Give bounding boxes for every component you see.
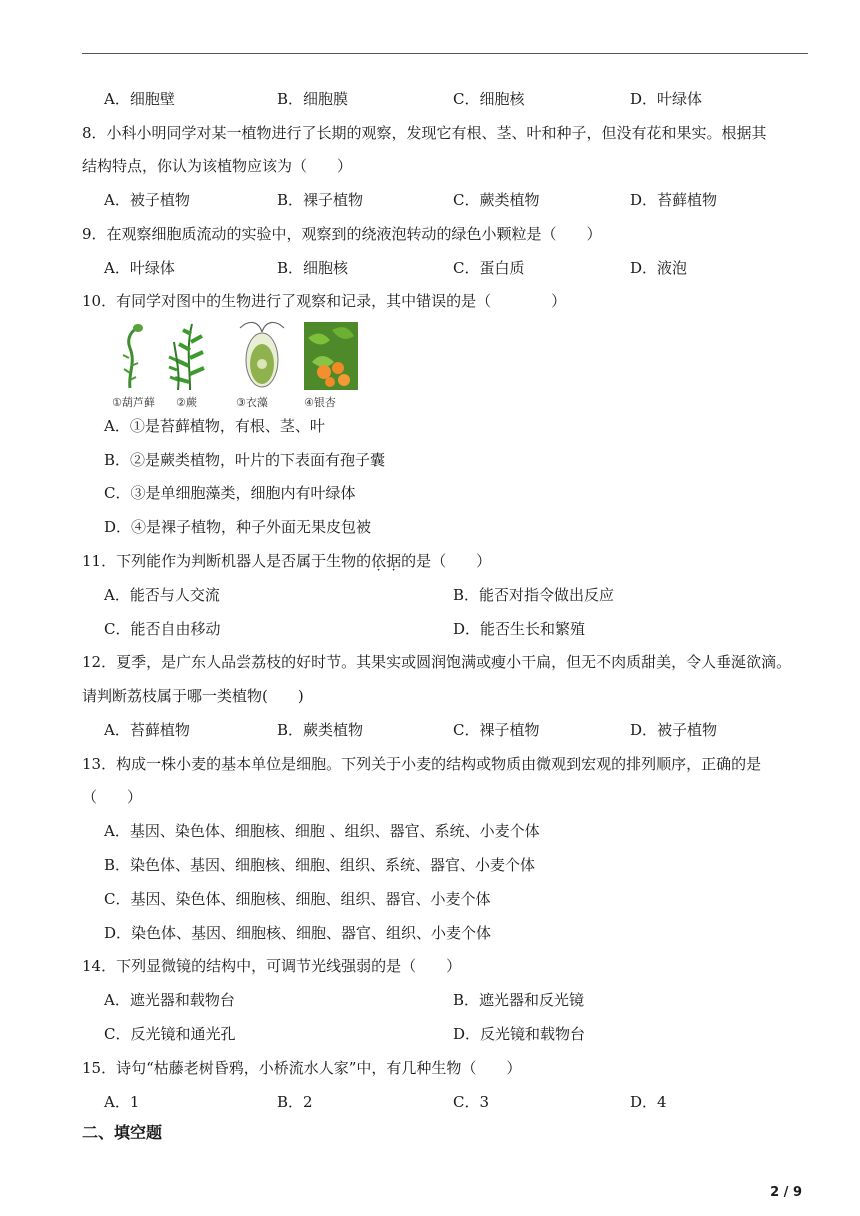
q13-option-d: D．染色体、基因、细胞核、细胞、器官、组织、小麦个体 (104, 924, 492, 942)
q8-option-d: D．苔藓植物 (630, 191, 718, 209)
q11-option-b: B．能否对指令做出反应 (453, 586, 615, 604)
q10-option-b: B．②是蕨类植物，叶片的下表面有孢子囊 (104, 451, 386, 469)
q12-option-a: A．苔藓植物 (104, 721, 190, 739)
q13-option-b: B．染色体、基因、细胞核、细胞、组织、系统、器官、小麦个体 (104, 856, 536, 874)
caption-ginkgo: ④银杏 (304, 396, 336, 409)
q15-option-a: A．1 (104, 1093, 140, 1111)
q7-option-b: B．细胞膜 (277, 90, 349, 108)
q11-option-c: C．能否自由移动 (104, 620, 221, 638)
q10-stem: 10．有同学对图中的生物进行了观察和记录，其中错误的是（ ） (82, 292, 567, 310)
q7-option-d: D．叶绿体 (630, 90, 703, 108)
q8-stem-line2: 结构特点，你认为该植物应该为（ ） (82, 157, 353, 175)
fern-illustration (169, 324, 204, 390)
q11-option-d: D．能否生长和繁殖 (453, 620, 586, 638)
q11-stem (82, 551, 491, 571)
q8-option-a: A．被子植物 (104, 191, 190, 209)
q12-stem-line1: 12．夏季，是广东人品尝荔枝的好时节。其果实或圆润饱满或瘦小干扁，但无不肉质甜美，令人垂涎欲滴。 (82, 653, 792, 671)
q15-option-d: D．4 (630, 1093, 667, 1111)
q9-option-c: C．蛋白质 (453, 259, 525, 277)
caption-moss: ①葫芦藓 (112, 396, 155, 409)
q9-option-b: B．细胞核 (277, 259, 349, 277)
q8-stem-line1: 8．小科小明同学对某一植物进行了长期的观察，发现它有根、茎、叶和种子，但没有花和果实。根据其 (82, 124, 767, 142)
emphasis-char: 据 (386, 552, 402, 570)
page-number: 2 / 9 (770, 1185, 802, 1200)
q8-option-c: C．蕨类植物 (453, 191, 540, 209)
q10-option-a: A．①是苔藓植物，有根、茎、叶 (104, 417, 325, 435)
q12-option-c: C．裸子植物 (453, 721, 540, 739)
q13-option-c: C．基因、染色体、细胞核、细胞、组织、器官、小麦个体 (104, 890, 491, 908)
q14-stem: 14．下列显微镜的结构中，可调节光线强弱的是（ ） (82, 957, 462, 975)
q11-option-a: A．能否与人交流 (104, 586, 220, 604)
caption-chlamydomonas: ③衣藻 (236, 396, 268, 409)
q8-option-b: B．裸子植物 (277, 191, 364, 209)
q15-option-b: B．2 (277, 1093, 313, 1111)
section-title: 二、填空题 (82, 1123, 163, 1142)
q12-option-b: B．蕨类植物 (277, 721, 364, 739)
q11-stem-tail: 的是（ ） (401, 552, 492, 570)
emphasis-char: 依 (371, 552, 387, 570)
q11-stem-text: 11．下列能作为判断机器人是否属于生物的 (82, 552, 372, 570)
chlamydomonas-illustration (240, 322, 284, 387)
q14-option-a: A．遮光器和载物台 (104, 991, 235, 1009)
q10-option-d: D．④是裸子植物，种子外面无果皮包被 (104, 518, 372, 536)
q13-option-a: A．基因、染色体、细胞核、细胞 、组织、器官、系统、小麦个体 (104, 822, 540, 840)
q10-option-c: C．③是单细胞藻类，细胞内有叶绿体 (104, 484, 356, 502)
organism-figure (112, 318, 362, 410)
q15-option-c: C．3 (453, 1093, 490, 1111)
q7-option-c: C．细胞核 (453, 90, 525, 108)
q13-stem-line1: 13．构成一株小麦的基本单位是细胞。下列关于小麦的结构或物质由微观到宏观的排列顺序，正确的是 (82, 755, 762, 773)
caption-fern: ②蕨 (176, 396, 197, 409)
q12-stem-line2: 请判断荔枝属于哪一类植物( ) (82, 687, 304, 705)
q15-stem: 15．诗句“枯藤老树昏鸦，小桥流水人家”中，有几种生物（ ） (82, 1059, 522, 1077)
q14-option-d: D．反光镜和载物台 (453, 1025, 586, 1043)
q7-option-a: A．细胞壁 (104, 90, 175, 108)
q14-option-c: C．反光镜和通光孔 (104, 1025, 236, 1043)
q9-option-d: D．液泡 (630, 259, 688, 277)
q9-option-a: A．叶绿体 (104, 259, 175, 277)
header-rule (82, 53, 808, 54)
q9-stem: 9．在观察细胞质流动的实验中，观察到的绕液泡转动的绿色小颗粒是（ ） (82, 225, 602, 243)
q13-stem-line2: （ ） (82, 788, 143, 806)
q12-option-d: D．被子植物 (630, 721, 718, 739)
moss-illustration (123, 324, 143, 388)
ginkgo-illustration (304, 322, 358, 390)
organism-illustrations (112, 318, 362, 394)
q14-option-b: B．遮光器和反光镜 (453, 991, 585, 1009)
